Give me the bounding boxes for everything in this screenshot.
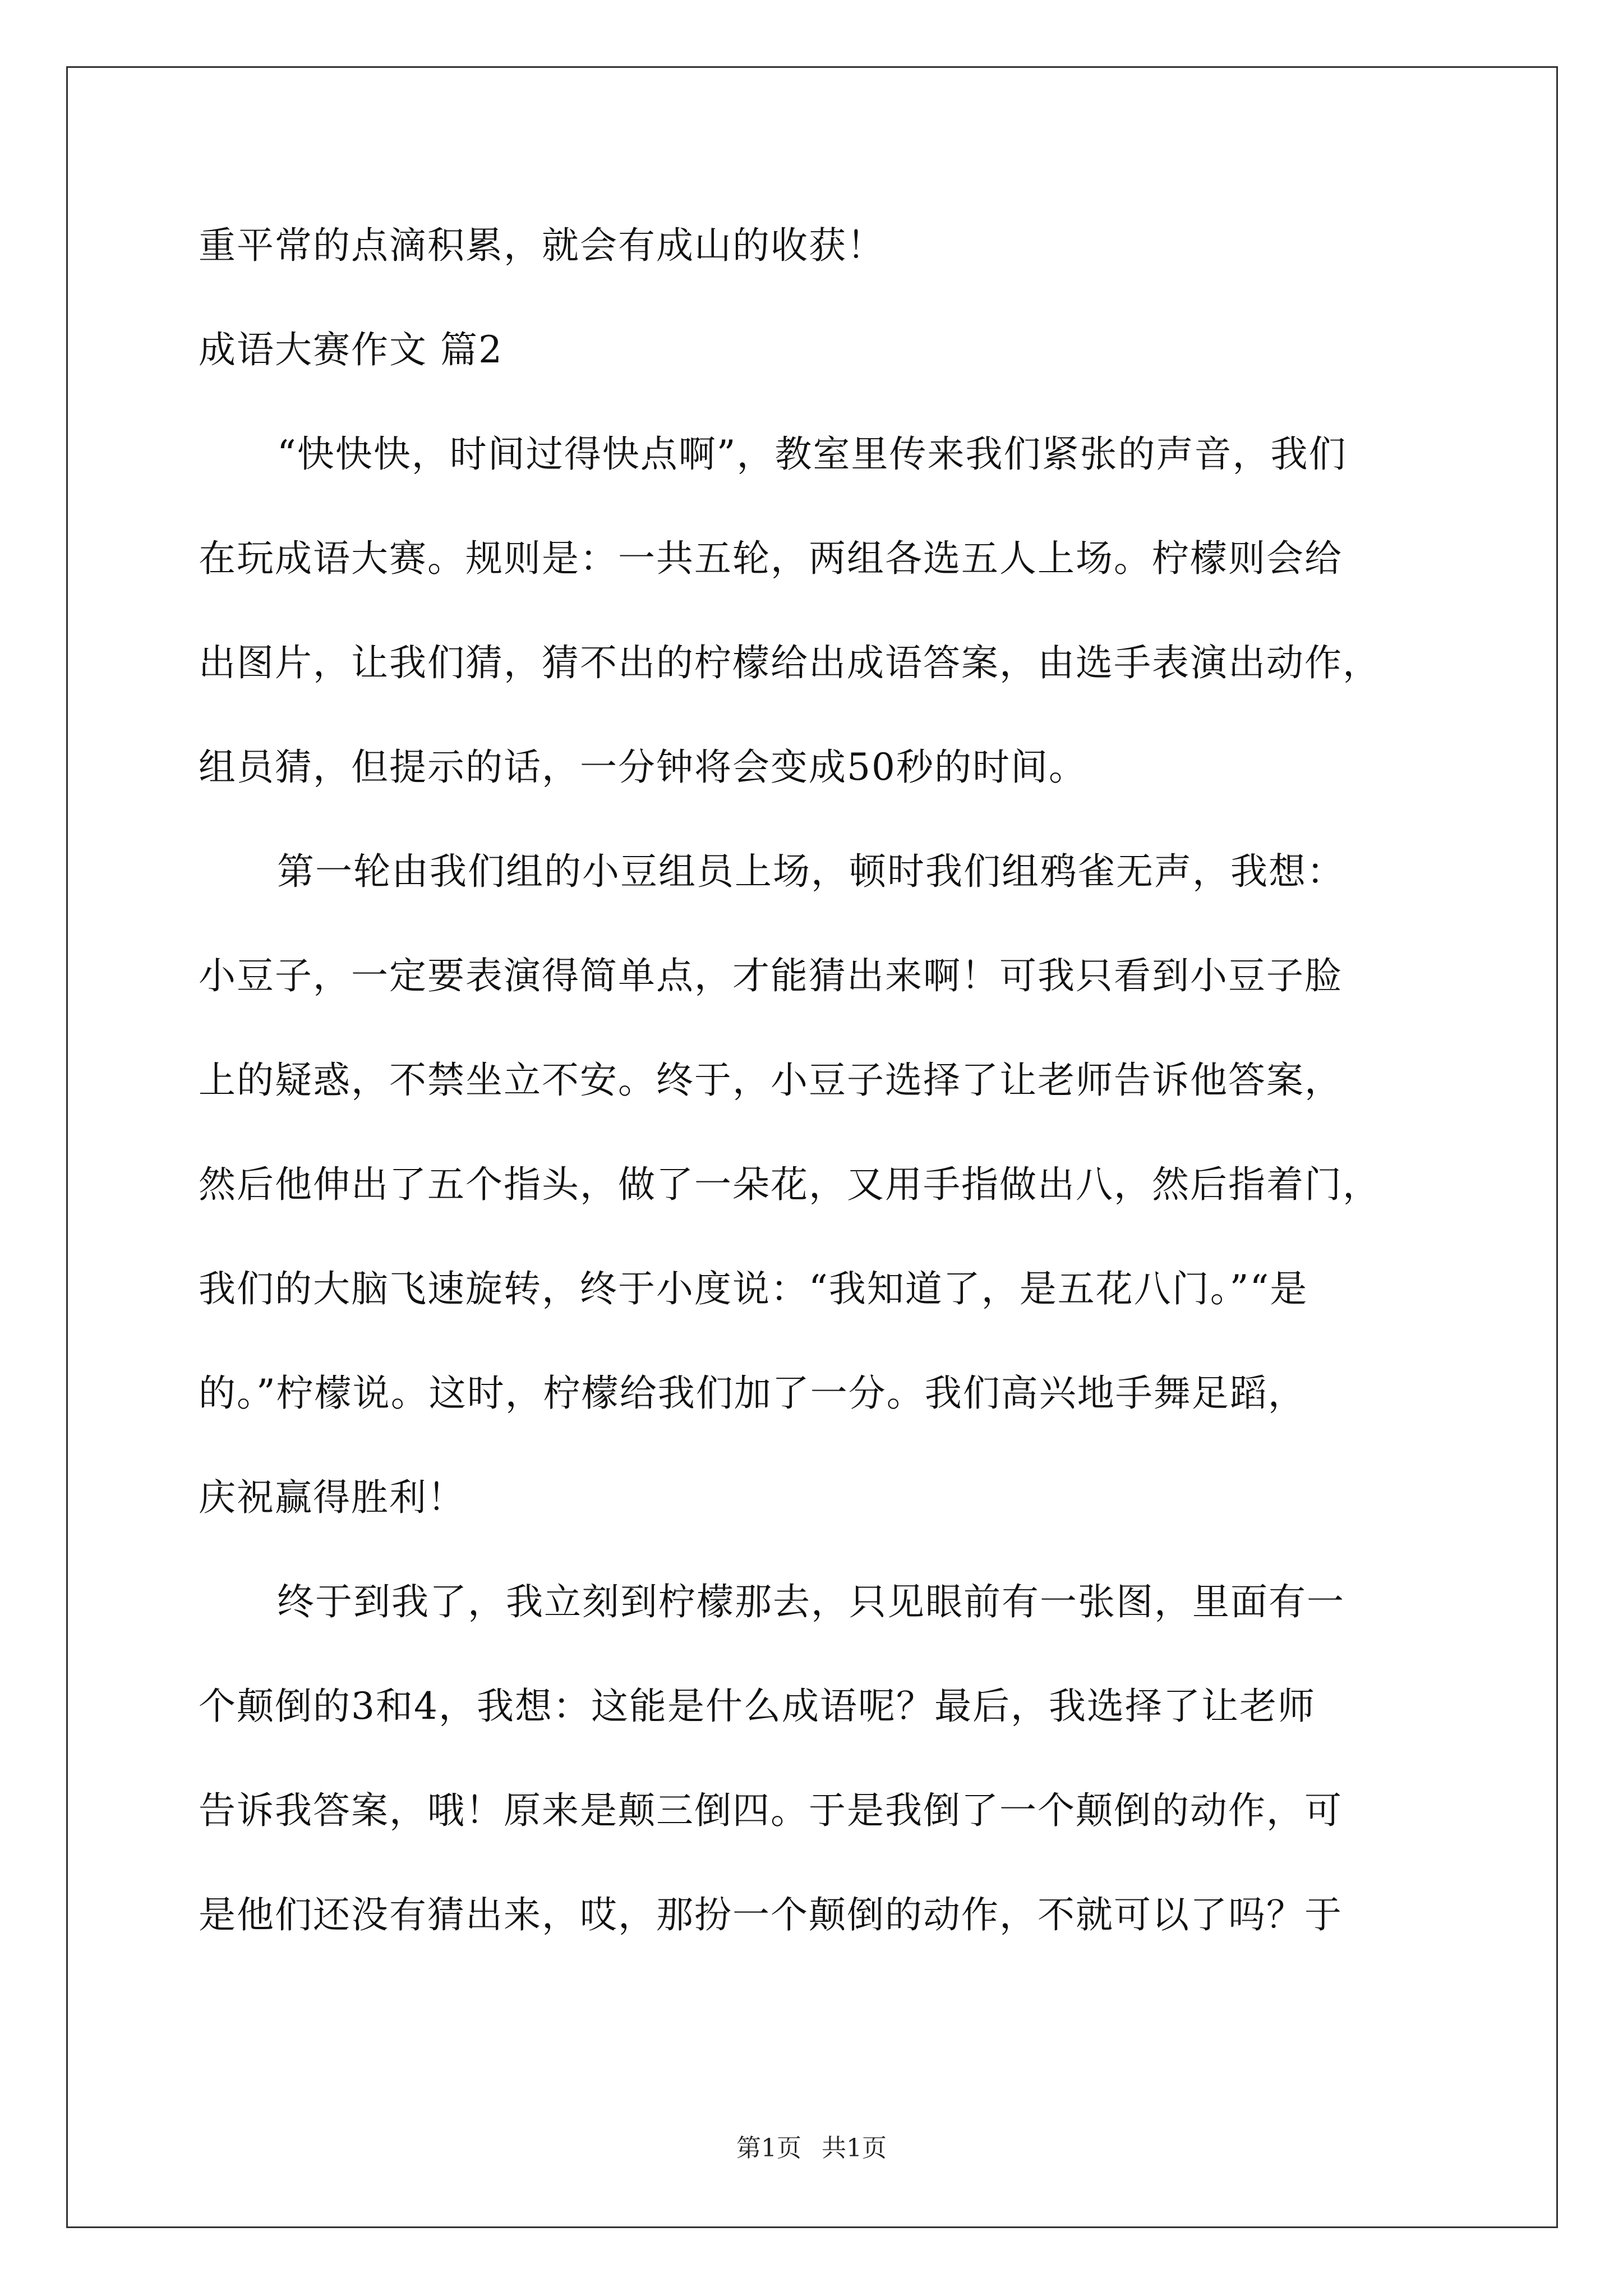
text-line: 告诉我答案，哦！原来是颠三倒四。于是我倒了一个颠倒的动作，可 [199,1789,1343,1832]
text-line: 终于到我了，我立刻到柠檬那去，只见眼前有一张图，里面有一 [277,1580,1345,1623]
text-line: 小豆子，一定要表演得简单点，才能猜出来啊！可我只看到小豆子脸 [199,954,1343,997]
text-line: 组员猜，但提示的话，一分钟将会变成50秒的时间。 [199,746,1087,789]
text-line: 出图片，让我们猜，猜不出的柠檬给出成语答案，由选手表演出动作， [199,641,1381,684]
text-line: 上的疑惑，不禁坐立不安。终于，小豆子选择了让老师告诉他答案， [199,1059,1343,1102]
text-line: 我们的大脑飞速旋转，终于小度说：“我知道了，是五花八门。”“是 [199,1267,1308,1310]
document-body [199,219,1483,1993]
text-line: 是他们还没有猜出来，哎，那扮一个颠倒的动作，不就可以了吗？于 [199,1893,1343,1936]
text-line: 庆祝赢得胜利！ [199,1476,465,1519]
section-heading: 成语大赛作文 篇2 [199,328,503,371]
page-footer [0,2133,1623,2164]
text-line: 在玩成语大赛。规则是：一共五轮，两组各选五人上场。柠檬则会给 [199,537,1343,580]
page-total: 共1页 [822,2134,887,2162]
text-line: 个颠倒的3和4，我想：这能是什么成语呢？最后，我选择了让老师 [199,1685,1316,1728]
text-line: 的。”柠檬说。这时，柠檬给我们加了一分。我们高兴地手舞足蹈， [199,1372,1306,1415]
page-number: 第1页 [736,2134,801,2162]
text-line: 第一轮由我们组的小豆组员上场，顿时我们组鸦雀无声，我想： [277,850,1345,893]
text-line: 重平常的点滴积累，就会有成山的收获！ [199,224,885,267]
text-line: “快快快，时间过得快点啊”，教室里传来我们紧张的声音，我们 [277,432,1347,476]
text-line: 然后他伸出了五个指头，做了一朵花，又用手指做出八，然后指着门， [199,1163,1381,1206]
